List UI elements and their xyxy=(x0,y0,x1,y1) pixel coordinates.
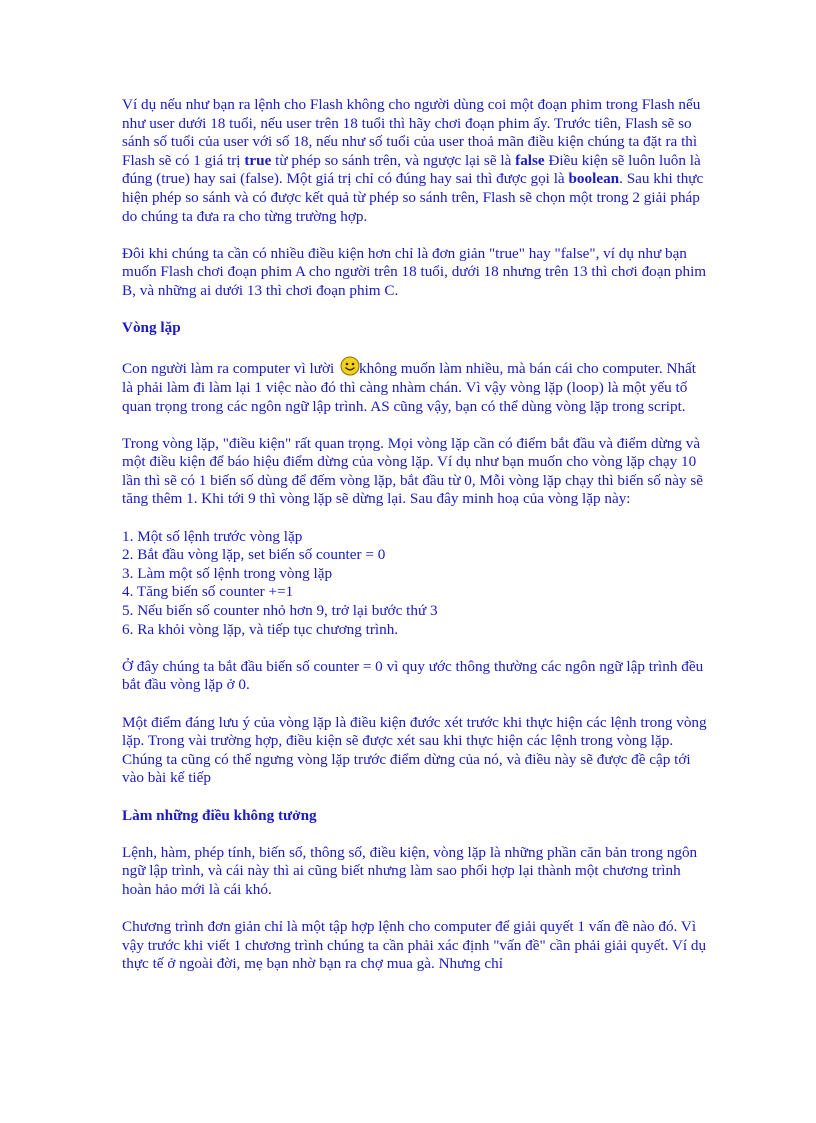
smiley-icon xyxy=(340,356,360,376)
document-body xyxy=(122,96,707,993)
list-item: 1. Một số lệnh trước vòng lặp xyxy=(122,527,303,545)
keyword-true: true xyxy=(244,151,272,169)
keyword-boolean: boolean xyxy=(568,170,620,188)
heading-loop: Vòng lặp xyxy=(122,319,181,337)
list-item: 6. Ra khỏi vòng lặp, và tiếp tục chương trình. xyxy=(122,620,399,638)
paragraph-flash-condition xyxy=(122,96,707,226)
text-run: Con người làm ra computer vì lười xyxy=(122,360,339,378)
paragraph-multiple-conditions: Đôi khi chúng ta cần có nhiều điều kiện hơn chỉ là đơn giản "true" hay "false", ví dụ như bạn muốn Flash chơi đoạn phim A cho người trên 18 tuổi, dưới 18 nhưng trên 13 thì chơi đoạn phim B, và những ai dưới 13 thì chơi đoạn phim C. xyxy=(122,244,707,299)
paragraph-program-definition: Chương trình đơn giản chỉ là một tập hợp lệnh cho computer để giải quyết 1 vấn đề nào đó. Vì vậy trước khi viết 1 chương trình chúng ta cần phải xác định "vấn đề" cần phải giải quyết. Ví dụ thực tế ở ngoài đời, mẹ bạn nhờ bạn ra chợ mua gà. Nhưng chỉ xyxy=(122,918,707,973)
text-run: Điều kiện sẽ luôn luôn là đúng (true) hay sai (false). Một giá trị chỉ có đúng hay sai thì được gọi là xyxy=(122,151,701,188)
paragraph-loop-condition: Trong vòng lặp, "điều kiện" rất quan trọng. Mọi vòng lặp cần có điểm bắt đầu và điểm dừng và một điều kiện để báo hiệu điểm dừng của vòng lặp. Ví dụ như bạn muốn cho vòng lặp chạy 10 lần thì sẽ có 1 biến số dùng để đếm vòng lặp, bắt đầu từ 0, Mỗi vòng lặp chạy thì biến số này sẽ tăng thêm 1. Khi tới 9 thì vòng lặp sẽ dừng lại. Sau đây minh hoạ của vòng lặp này: xyxy=(122,434,704,508)
paragraph-lazy-computer xyxy=(122,356,707,416)
paragraph-loop-note: Một điểm đáng lưu ý của vòng lặp là điều kiện đước xét trước khi thực hiện các lệnh trong vòng lặp. Trong vài trường hợp, điều kiện sẽ được xét sau khi thực hiện các lệnh trong vòng lặp. Chúng ta cũng có thể ngưng vòng lặp trước điểm dừng của nó, và điều này sẽ được đề cập tới vào bài kế tiếp xyxy=(122,713,707,787)
heading-impossible: Làm những điều không tưởng xyxy=(122,806,317,824)
loop-steps-list xyxy=(122,528,707,640)
keyword-false: false xyxy=(515,151,545,169)
text-run: Ví dụ nếu như bạn ra lệnh cho Flash không cho người dùng coi một đoạn phim trong Flash nếu như user dưới 18 tuổi, nếu user trên 18 tuổi thì hãy chơi đoạn phim ấy. Trước tiên, Flash sẽ so sánh số tuổi của user với số 18, nếu như số tuổi của user thoả mãn điều kiện chúng ta đặt ra thì Flash sẽ có 1 giá trị xyxy=(122,96,701,169)
text-run: . Sau khi thực hiện phép so sánh và có được kết quả từ phép so sánh trên, Flash sẽ chọn một trong 2 giải pháp do chúng ta đưa ra cho từng trường hợp. xyxy=(122,170,704,225)
text-run: không muốn làm nhiều, mà bán cái cho computer. Nhất là phải làm đi làm lại 1 việc nào đó thì càng nhàm chán. Vì vậy vòng lặp (loop) là một yếu tố quan trọng trong các ngôn ngữ lập trình. AS cũng vậy, bạn có thể dùng vòng lặp trong script. xyxy=(122,360,697,415)
list-item: 5. Nếu biến số counter nhỏ hơn 9, trở lại bước thứ 3 xyxy=(122,602,438,620)
list-item: 4. Tăng biến số counter +=1 xyxy=(122,583,294,601)
list-item: 2. Bắt đầu vòng lặp, set biến số counter = 0 xyxy=(122,546,386,564)
text-run: từ phép so sánh trên, và ngược lại sẽ là xyxy=(271,151,516,169)
paragraph-programming-basics: Lệnh, hàm, phép tính, biến số, thông số, điều kiện, vòng lặp là những phần căn bản trong ngôn ngữ lập trình, và cái này thì ai cũng biết nhưng làm sao phối hợp lại thành một chương trình hoàn hảo mới là cái khó. xyxy=(122,843,698,898)
list-item: 3. Làm một số lệnh trong vòng lặp xyxy=(122,564,333,582)
paragraph-counter-start: Ở đây chúng ta bắt đầu biến số counter = 0 vì quy ước thông thường các ngôn ngữ lập trình đều bắt đầu vòng lặp ở 0. xyxy=(122,657,704,694)
